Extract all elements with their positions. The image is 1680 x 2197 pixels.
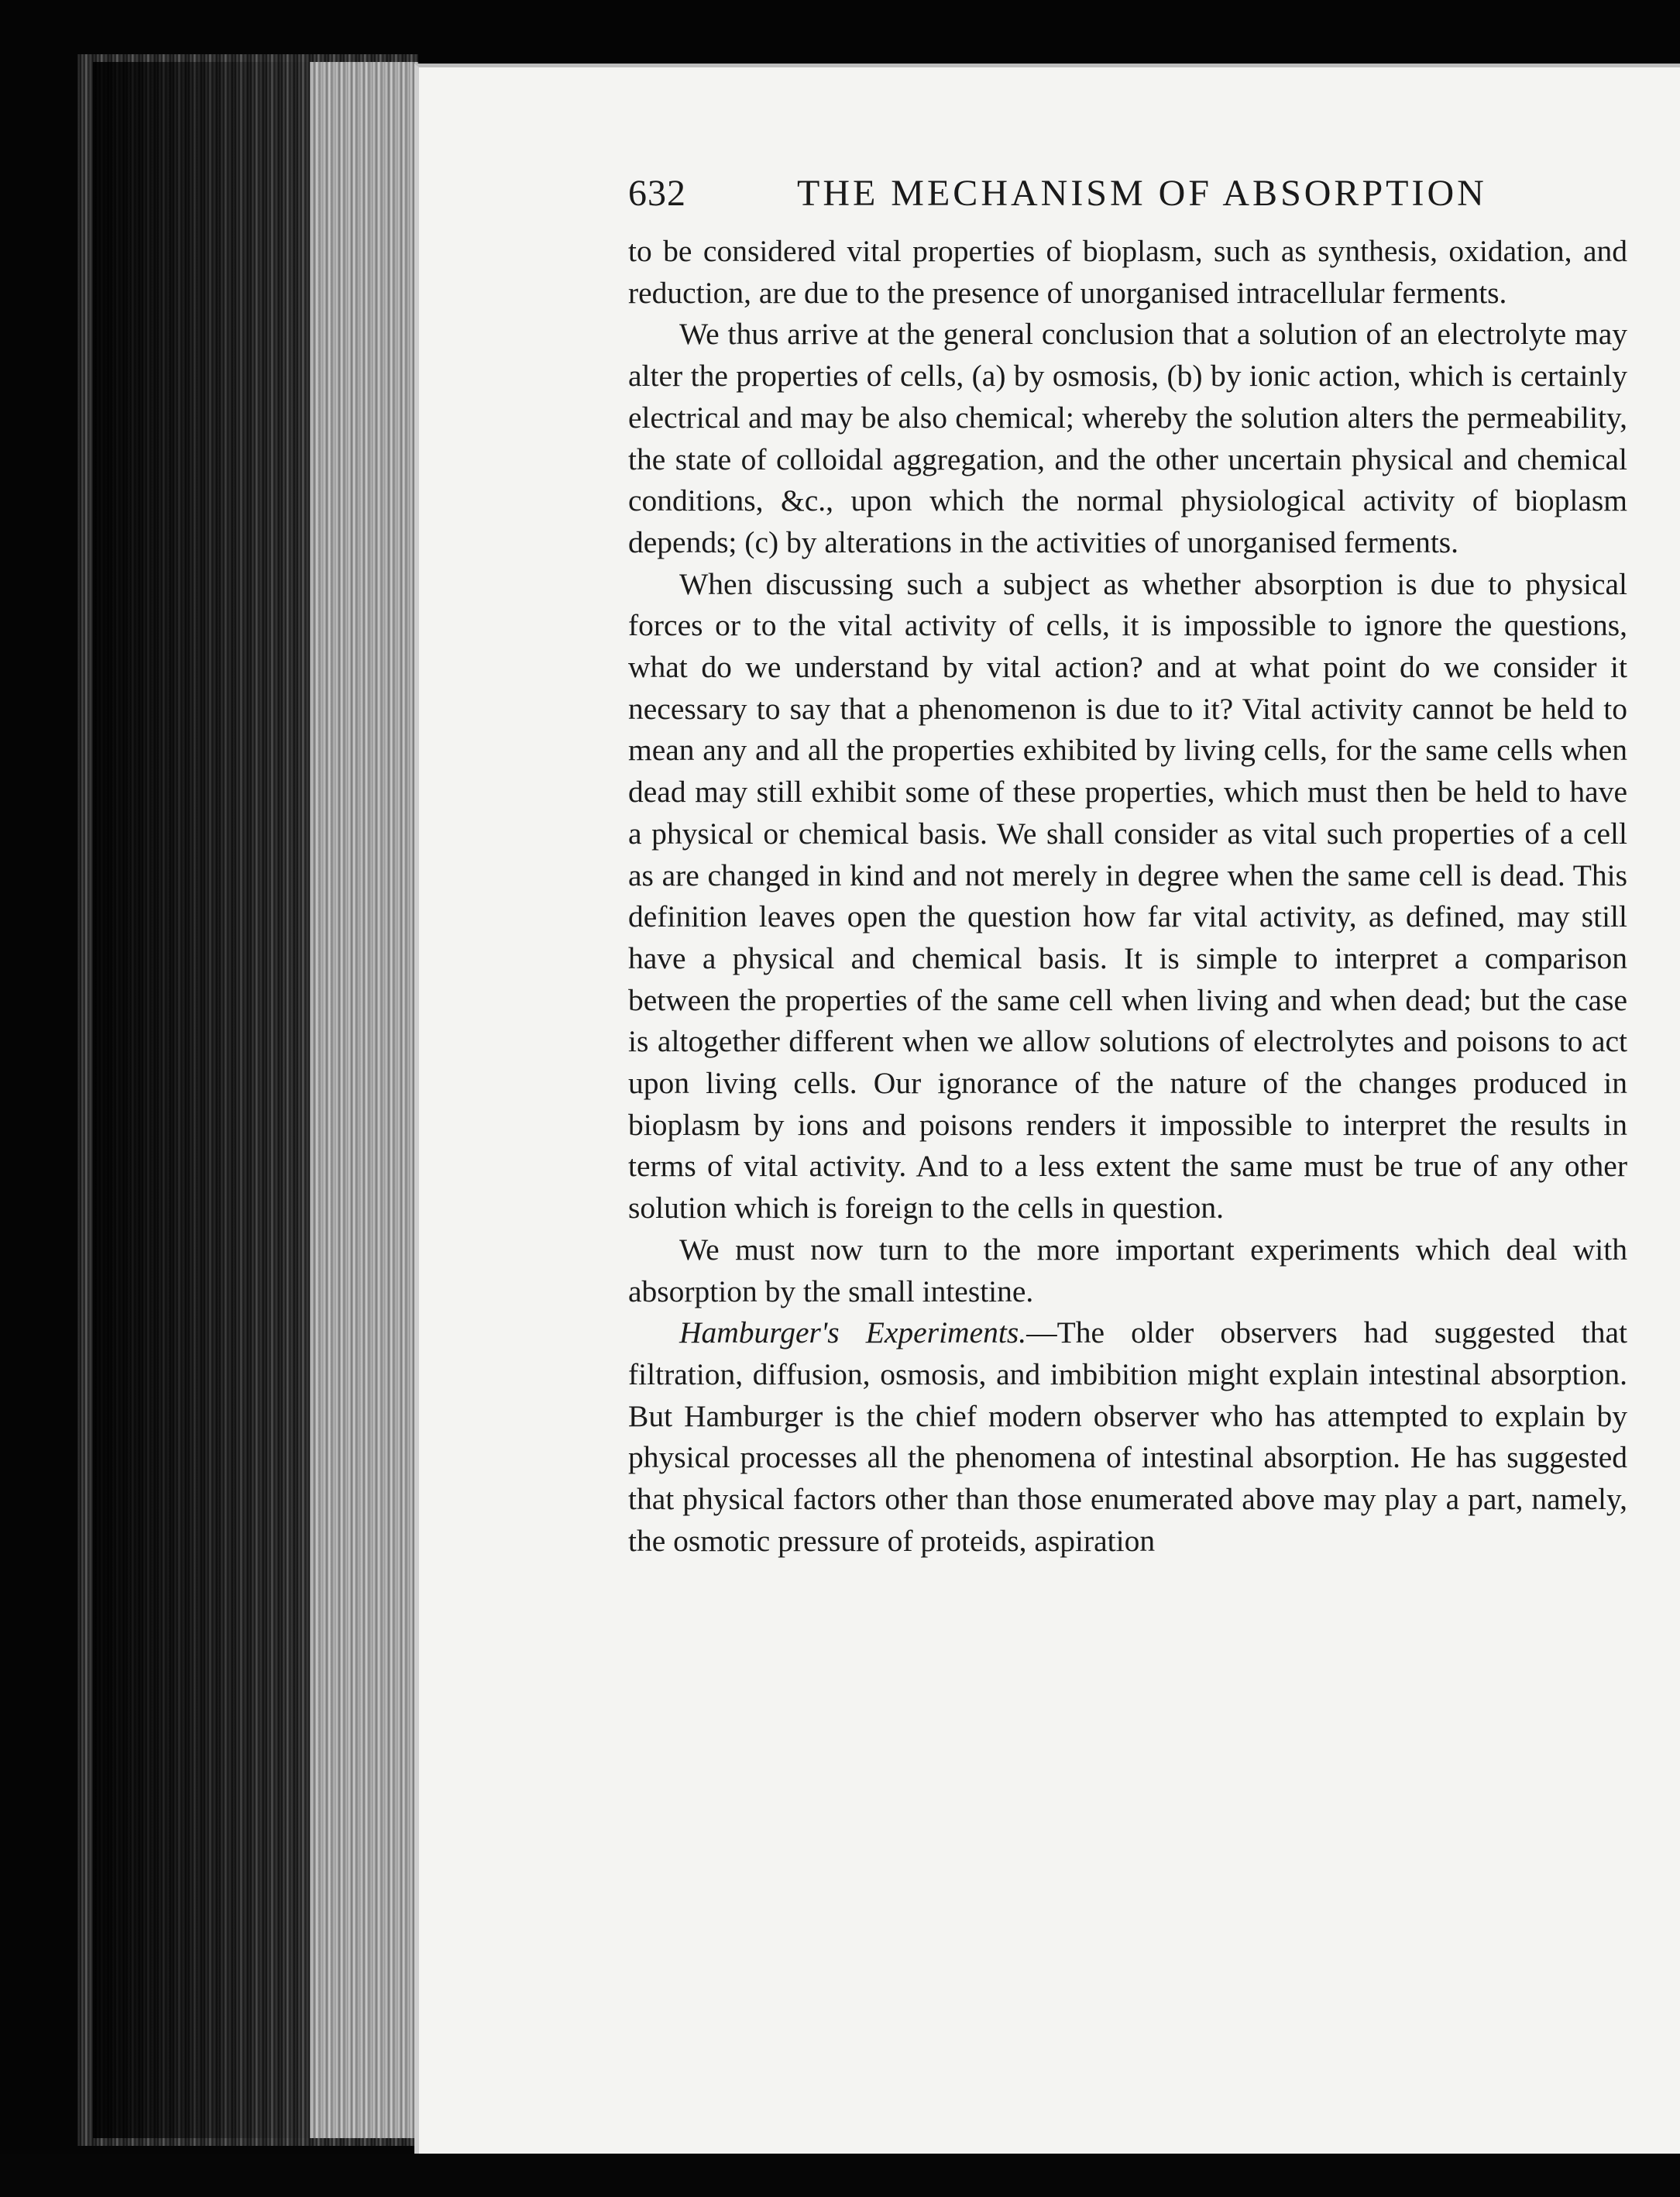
paragraph-5 bbox=[628, 1312, 1627, 1562]
paragraph-4: We must now turn to the more important experiments which deal with absorption by the small intestine. bbox=[628, 1232, 1627, 1308]
running-title: THE MECHANISM OF ABSORPTION bbox=[797, 173, 1487, 214]
section-heading-hamburger: Hamburger's Experiments. bbox=[679, 1315, 1027, 1350]
paragraph-1: to be considered vital properties of bioplasm, such as synthesis, oxidation, and reduction, are due to the presence of unorganised intracellular ferments. bbox=[628, 234, 1627, 310]
running-head bbox=[628, 172, 1627, 226]
page-number: 632 bbox=[628, 173, 686, 214]
paragraph-5-text: —The older observers had suggested that filtration, diffusion, osmosis, and imbibition might explain intestinal absorption. But Hamburger is the chief modern observer who has attempted to explain by physical processes all the phenomena of intestinal absorption. He has suggested that physical factors other than those enumerated above may play a part, namely, the osmotic pressure of proteids, aspiration bbox=[628, 1315, 1628, 1558]
paragraph-3: When discussing such a subject as whether absorption is due to physical forces or to the vital activity of cells, it is impossible to ignore the questions, what do we understand by vital action? and at what point do we consider it necessary to say that a phenomenon is due to it? Vital activity cannot be held to mean any and all the properties exhibited by living cells, for the same cells when dead may still exhibit some of these properties, which must then be held to have a physical or chemical basis. We shall consider as vital such properties of a cell as are changed in kind and not merely in degree when the same cell is dead. This definition leaves open the question how far vital activity, as defined, may still have a physical and chemical basis. It is simple to interpret a comparison between the properties of the same cell when living and when dead; but the case is altogether different when we allow solutions of electrolytes and poisons to act upon living cells. Our ignorance of the nature of the changes produced in bioplasm by ions and poisons renders it impossible to interpret the results in terms of vital activity. And to a less extent the same must be true of any other solution which is foreign to the cells in question. bbox=[628, 566, 1627, 1226]
scan-bottom-edge bbox=[0, 2154, 1680, 2197]
text-block bbox=[628, 172, 1627, 1563]
book-page-edges-light bbox=[310, 62, 418, 2138]
body-text bbox=[628, 231, 1627, 1563]
printed-page bbox=[414, 64, 1680, 2155]
gutter-shadow bbox=[93, 62, 325, 2138]
paragraph-2: We thus arrive at the general conclusion that a solution of an electrolyte may alter the properties of cells, (a) by osmosis, (b) by ionic action, which is certainly electrical and may be also chemical; whereby the solution alters the permeability, the state of colloidal aggregation, and the other uncertain physical and chemical conditions, &c., upon which the normal physiological activity of bioplasm depends; (c) by alterations in the activities of unorganised ferments. bbox=[628, 317, 1627, 559]
